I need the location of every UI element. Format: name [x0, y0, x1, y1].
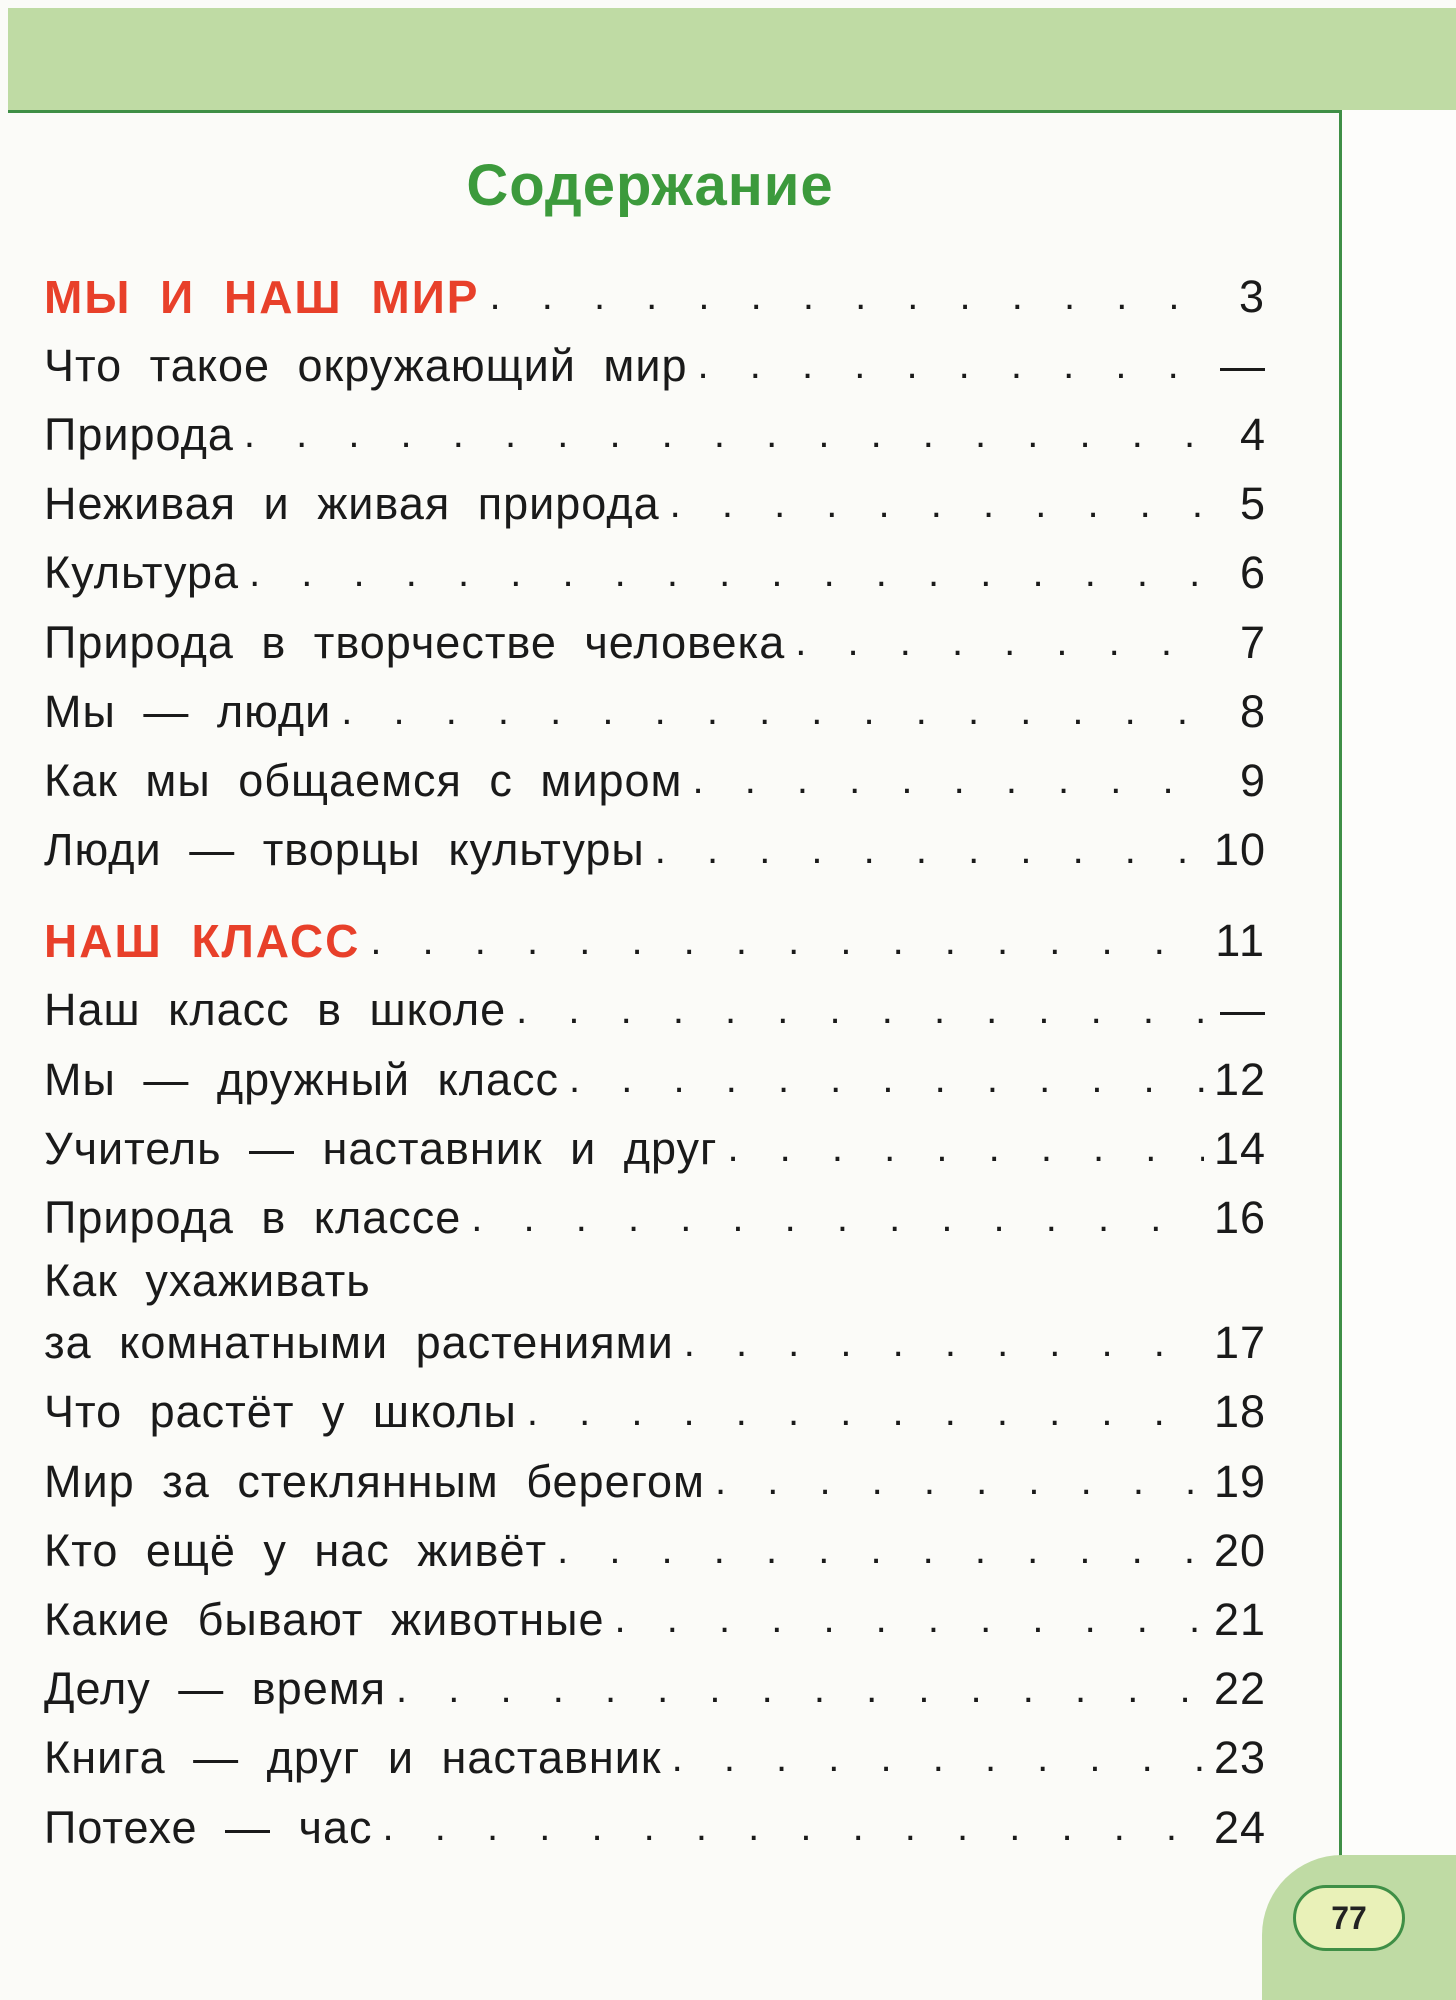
toc-entry-title: Природа [44, 408, 234, 460]
dot-leader [471, 1196, 1204, 1241]
toc-entry[interactable] [44, 400, 1266, 469]
toc-entry[interactable] [44, 1585, 1266, 1654]
toc-entry[interactable] [44, 1114, 1266, 1183]
dot-leader [698, 343, 1206, 388]
toc-page-number: 23 [1213, 1732, 1266, 1784]
dot-leader [655, 828, 1204, 873]
toc-entry[interactable] [44, 1447, 1266, 1516]
toc-page-number: 8 [1239, 685, 1266, 737]
toc-page-number: 16 [1213, 1192, 1266, 1244]
dot-leader [670, 482, 1206, 527]
toc-page-number: 5 [1239, 478, 1266, 530]
toc-page-number: 4 [1239, 408, 1266, 460]
toc-entry[interactable] [44, 1724, 1266, 1793]
toc-entry[interactable] [44, 746, 1266, 815]
dot-leader [569, 1057, 1204, 1102]
table-of-contents [44, 262, 1266, 1862]
toc-entry[interactable] [44, 816, 1266, 885]
toc-page-number: 17 [1213, 1317, 1266, 1369]
dot-leader [795, 620, 1206, 665]
toc-page-number: 20 [1213, 1524, 1266, 1576]
toc-entry[interactable] [44, 608, 1266, 677]
toc-entry-title: Как мы общаемся с миром [44, 754, 683, 806]
toc-entry-title: Что такое окружающий мир [44, 339, 688, 391]
dot-leader [489, 274, 1206, 319]
toc-entry-title: Что растёт у школы [44, 1386, 517, 1438]
toc-entry-title: Мы — дружный класс [44, 1053, 560, 1105]
dot-leader [672, 1736, 1204, 1781]
toc-entry[interactable] [44, 1655, 1266, 1724]
toc-entry-title: Природа в классе [44, 1192, 462, 1244]
toc-page-number: — [1220, 984, 1266, 1036]
toc-entry-title: за комнатными растениями [44, 1317, 674, 1369]
dot-leader [249, 551, 1206, 596]
toc-entry[interactable] [44, 470, 1266, 539]
toc-page-number: 3 [1238, 270, 1266, 322]
toc-page-number: 11 [1215, 915, 1266, 967]
toc-page-number: 22 [1213, 1663, 1266, 1715]
toc-entry-title: Мир за стеклянным берегом [44, 1455, 705, 1507]
toc-entry-title: Люди — творцы культуры [44, 824, 645, 876]
toc-entry-title: Книга — друг и наставник [44, 1732, 662, 1784]
dot-leader [615, 1597, 1204, 1642]
toc-entry-title: Делу — время [44, 1663, 387, 1715]
toc-page-number: 6 [1239, 547, 1266, 599]
toc-entry[interactable] [44, 1045, 1266, 1114]
toc-entry[interactable] [44, 1309, 1266, 1378]
dot-leader [527, 1390, 1204, 1435]
dot-leader [715, 1459, 1204, 1504]
dot-leader [244, 412, 1206, 457]
dot-leader [557, 1528, 1204, 1573]
toc-page-number: 9 [1239, 754, 1266, 806]
toc-entry-title: Кто ещё у нас живёт [44, 1524, 548, 1576]
dot-leader [370, 919, 1205, 964]
section-gap [44, 885, 1266, 907]
top-header-band [8, 8, 1456, 113]
toc-entry[interactable] [44, 1378, 1266, 1447]
toc-section-heading[interactable] [44, 262, 1266, 331]
toc-entry-title: Учитель — наставник и друг [44, 1122, 718, 1174]
dot-leader [684, 1321, 1204, 1366]
toc-page-number: 18 [1213, 1386, 1266, 1438]
toc-page-number: 12 [1213, 1053, 1266, 1105]
toc-entry-title: Потехе — час [44, 1801, 373, 1853]
toc-entry-title: Какие бывают животные [44, 1593, 605, 1645]
toc-entry[interactable] [44, 976, 1266, 1045]
toc-entry-title: Наш класс в школе [44, 984, 507, 1036]
toc-entry[interactable] [44, 1183, 1266, 1252]
toc-entry[interactable] [44, 1793, 1266, 1862]
toc-page-number: 24 [1213, 1801, 1266, 1853]
toc-entry[interactable] [44, 331, 1266, 400]
toc-entry-title: Культура [44, 547, 240, 599]
toc-page-number: 10 [1213, 824, 1266, 876]
toc-section-title: МЫ И НАШ МИР [44, 270, 480, 323]
toc-entry[interactable] [44, 677, 1266, 746]
toc-entry-title: Природа в творчестве человека [44, 616, 786, 668]
dot-leader [692, 758, 1206, 803]
toc-page-number: 7 [1239, 616, 1266, 668]
dot-leader [727, 1126, 1203, 1171]
toc-entry[interactable] [44, 1516, 1266, 1585]
dot-leader [383, 1805, 1204, 1850]
page-title: Содержание [466, 153, 834, 218]
toc-page-number: 21 [1213, 1593, 1266, 1645]
toc-page-number: 19 [1213, 1455, 1266, 1507]
page-number-badge: 77 [1293, 1885, 1405, 1951]
toc-entry-title: Неживая и живая природа [44, 478, 660, 530]
dot-leader [516, 988, 1206, 1033]
toc-entry[interactable] [44, 539, 1266, 608]
toc-section-title: НАШ КЛАСС [44, 915, 361, 968]
toc-section-heading[interactable] [44, 907, 1266, 976]
toc-page-number: 14 [1213, 1122, 1266, 1174]
dot-leader [396, 1667, 1204, 1712]
toc-page-number: — [1220, 339, 1266, 391]
toc-entry[interactable] [44, 1253, 1266, 1309]
dot-leader [341, 689, 1206, 734]
toc-entry-title: Как ухаживать [44, 1254, 371, 1306]
toc-entry-title: Мы — люди [44, 685, 332, 737]
right-margin [1342, 110, 1456, 1862]
